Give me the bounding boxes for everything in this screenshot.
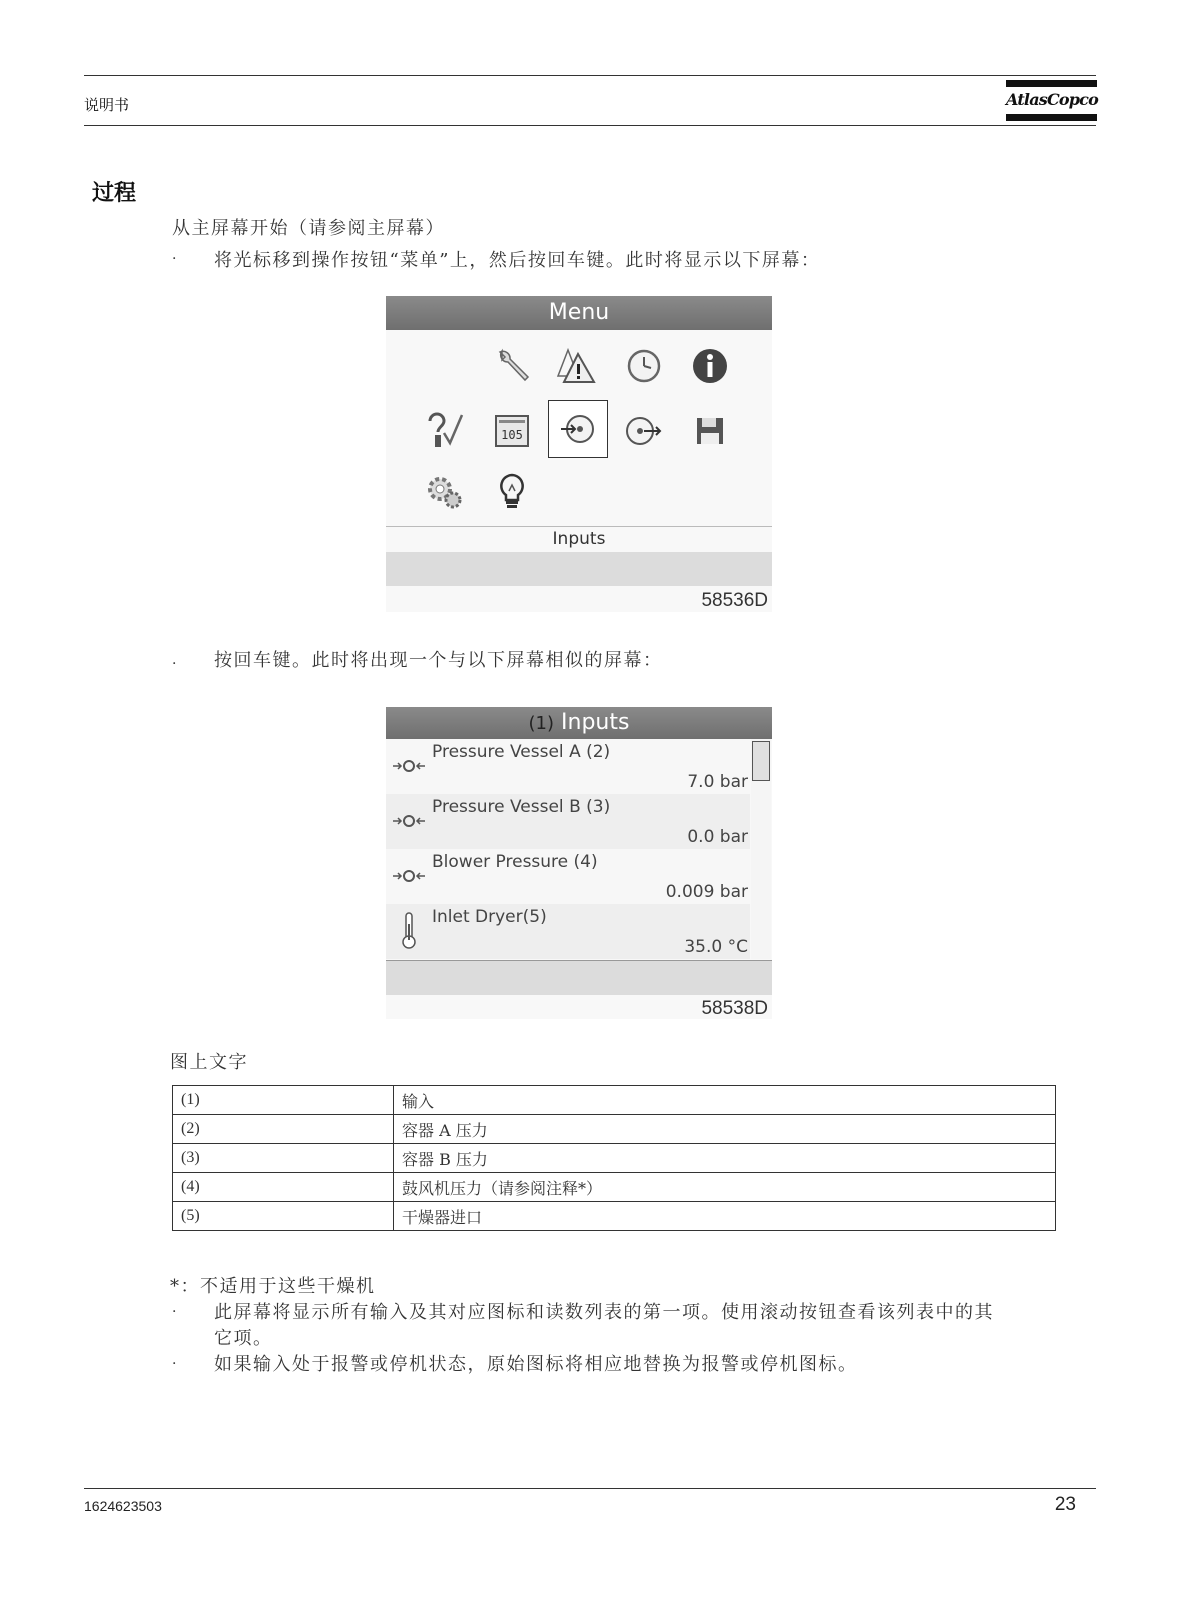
legend-row: [173, 1173, 1056, 1202]
bullet-dot: ·: [172, 1356, 177, 1372]
legend-key: (1): [173, 1086, 394, 1115]
menu-screen: [386, 296, 772, 612]
bullet-dot: ·: [172, 656, 177, 672]
input-row-blower-pressure[interactable]: [386, 849, 750, 904]
input-row-pressure-vessel-a[interactable]: [386, 739, 750, 794]
input-name: Blower Pressure (4): [432, 852, 598, 872]
note-text: *：不适用于这些干燥机: [170, 1276, 376, 1297]
thermometer-icon: [390, 910, 428, 950]
save-icon[interactable]: [690, 411, 730, 451]
menu-screen-title: Menu: [386, 296, 772, 330]
header-bottom-rule: [84, 125, 1096, 126]
svg-text:105: 105: [501, 428, 523, 442]
input-row-inlet-dryer[interactable]: [386, 904, 750, 959]
legend-value: 容器 B 压力: [394, 1144, 1056, 1173]
clock-icon[interactable]: [624, 346, 664, 386]
inputs-screen-title-bar: [386, 707, 772, 739]
menu-bottom-band: [386, 552, 772, 586]
menu-divider: [386, 526, 772, 527]
input-name: Inlet Dryer(5): [432, 907, 547, 927]
input-name: Pressure Vessel B (3): [432, 797, 611, 817]
figure-code-1: 58536D: [701, 590, 768, 611]
inputs-bottom-band: [386, 961, 772, 995]
scrollbar-thumb[interactable]: [752, 741, 770, 781]
legend-row: [173, 1144, 1056, 1173]
legend-key: (4): [173, 1173, 394, 1202]
wrench-icon[interactable]: [493, 346, 533, 386]
legend-row: [173, 1115, 1056, 1144]
counter-icon[interactable]: [492, 411, 532, 451]
input-value: 0.0 bar: [687, 827, 748, 847]
legend-value: 干燥器进口: [394, 1202, 1056, 1231]
logo-bar-bottom: [1006, 114, 1097, 121]
bullet-dot: ·: [172, 251, 177, 267]
input-value: 7.0 bar: [687, 772, 748, 792]
inputs-icon[interactable]: [558, 409, 598, 449]
legend-title: 图上文字: [170, 1052, 248, 1073]
bullet-3-line-2: 它项。: [214, 1328, 273, 1349]
legend-value: 鼓风机压力（请参阅注释*）: [394, 1173, 1056, 1202]
footer-page-number: 23: [1054, 1494, 1076, 1515]
footer-doc-number: 1624623503: [84, 1498, 162, 1514]
atlas-copco-logo: [1006, 80, 1097, 124]
input-value: 35.0 °C: [684, 937, 748, 957]
warning-icon[interactable]: [556, 346, 596, 386]
test-check-icon[interactable]: [424, 411, 464, 451]
section-title: 过程: [92, 180, 137, 206]
pressure-sensor-icon: [390, 808, 428, 834]
legend-row: [173, 1086, 1056, 1115]
settings-gears-icon[interactable]: [424, 471, 464, 511]
figure-code-2: 58538D: [701, 998, 768, 1019]
footer-rule: [84, 1488, 1096, 1489]
inputs-title-number: (1): [528, 713, 555, 734]
header-doc-type: 说明书: [84, 96, 130, 114]
outputs-icon[interactable]: [624, 411, 664, 451]
legend-key: (5): [173, 1202, 394, 1231]
input-value: 0.009 bar: [665, 882, 748, 902]
header-top-rule: [84, 75, 1096, 76]
input-row-pressure-vessel-b[interactable]: [386, 794, 750, 849]
input-name: Pressure Vessel A (2): [432, 742, 611, 762]
lightbulb-icon[interactable]: [492, 471, 532, 511]
menu-selected-label: Inputs: [552, 529, 606, 549]
bullet-1-text: 将光标移到操作按钮“菜单”上，然后按回车键。此时将显示以下屏幕：: [214, 250, 821, 271]
bullet-4-text: 如果输入处于报警或停机状态，原始图标将相应地替换为报警或停机图标。: [214, 1354, 858, 1375]
legend-table: [172, 1085, 1056, 1231]
intro-text: 从主屏幕开始（请参阅主屏幕）: [172, 218, 445, 239]
pressure-sensor-icon: [390, 753, 428, 779]
legend-key: (2): [173, 1115, 394, 1144]
inputs-title: Inputs: [561, 710, 630, 735]
legend-value: 容器 A 压力: [394, 1115, 1056, 1144]
legend-key: (3): [173, 1144, 394, 1173]
bullet-3-line-1: 此屏幕将显示所有输入及其对应图标和读数列表的第一项。使用滚动按钮查看该列表中的其: [214, 1302, 994, 1323]
legend-row: [173, 1202, 1056, 1231]
inputs-screen: [386, 707, 772, 1019]
logo-text: AtlasCopco: [1006, 90, 1098, 109]
selected-menu-item[interactable]: [548, 400, 608, 458]
bullet-dot: ·: [172, 1304, 177, 1320]
bullet-2-text: 按回车键。此时将出现一个与以下屏幕相似的屏幕：: [214, 650, 663, 671]
legend-value: 输入: [394, 1086, 1056, 1115]
scrollbar-track[interactable]: [751, 739, 771, 959]
info-icon[interactable]: [690, 346, 730, 386]
logo-bar-top: [1006, 80, 1097, 87]
pressure-sensor-icon: [390, 863, 428, 889]
